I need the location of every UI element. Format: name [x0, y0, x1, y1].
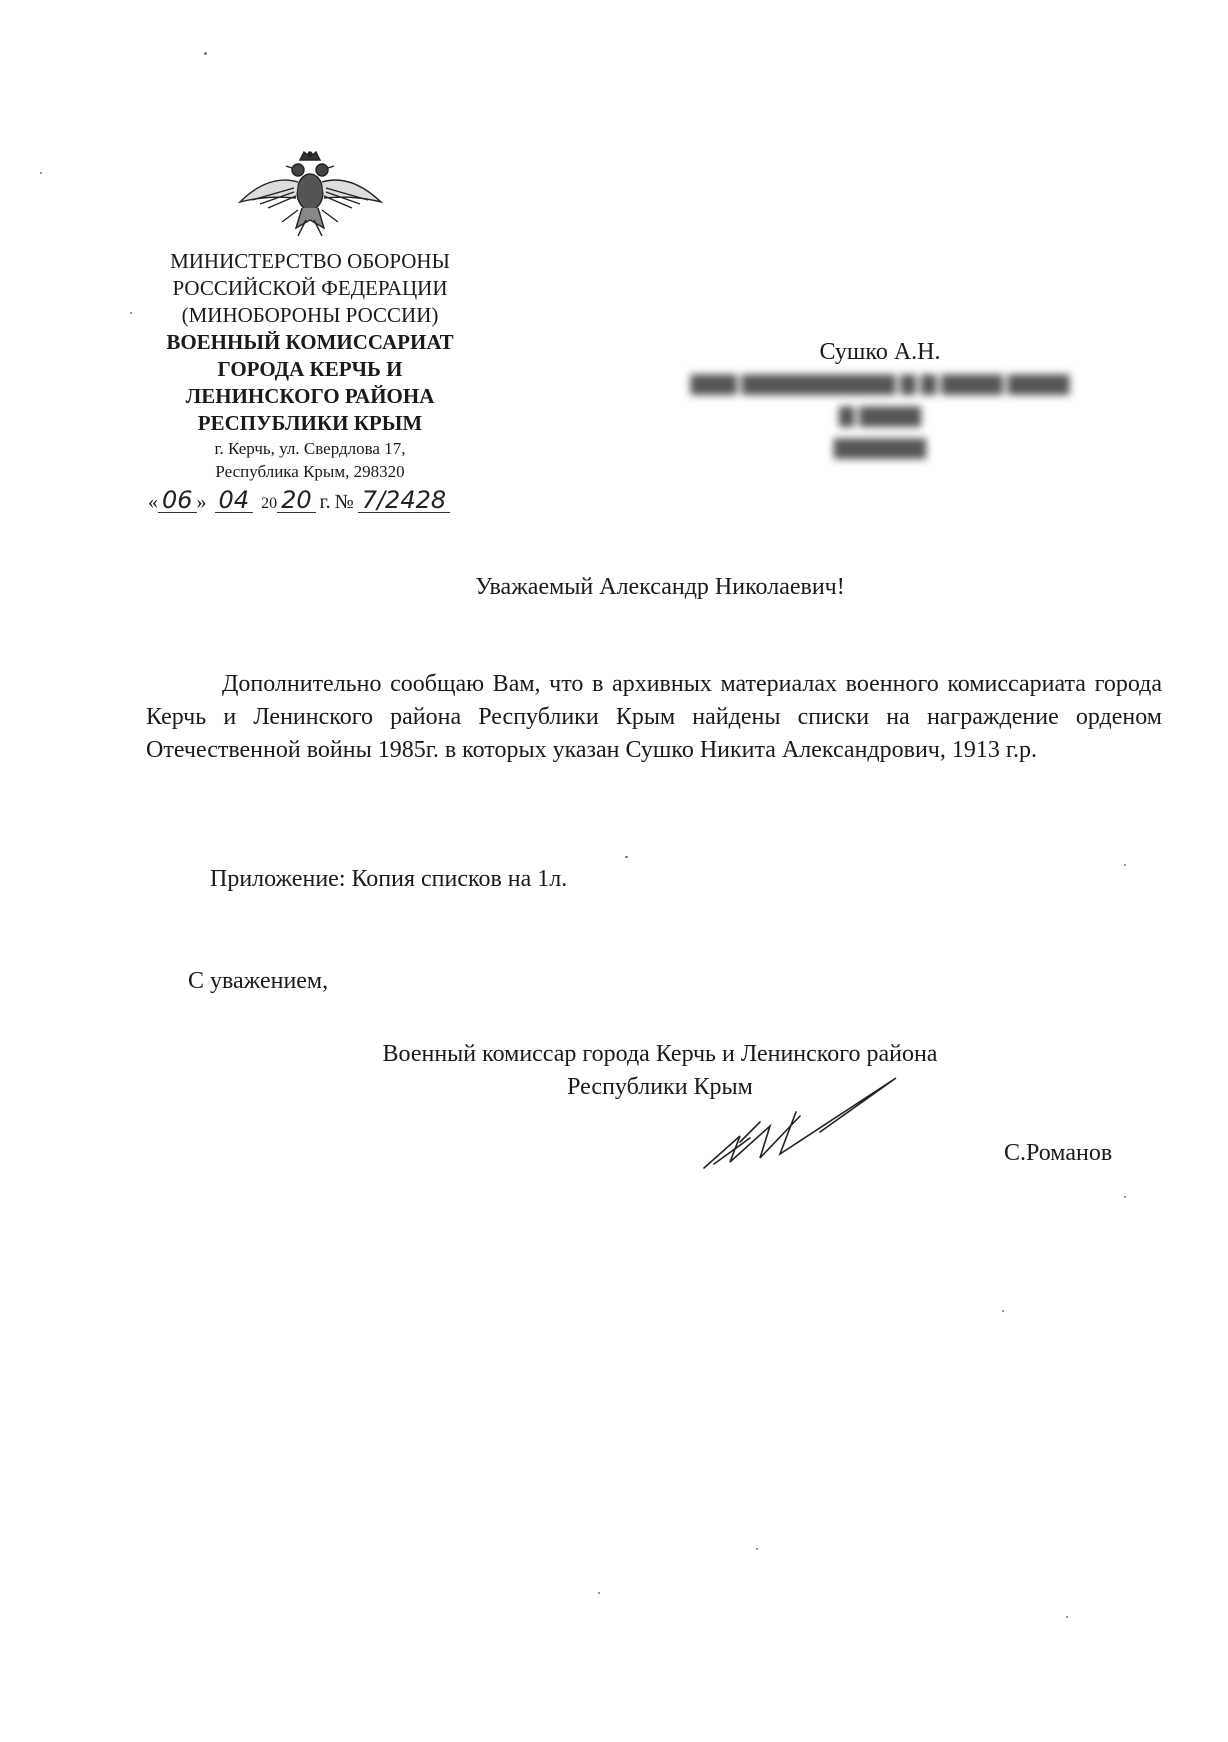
scan-speck	[1124, 1196, 1126, 1198]
date-day: 06	[158, 488, 197, 513]
addressee-address-redacted: ▇▇▇ ▇▇▇▇▇▇▇▇▇▇ ▇ ▇ ▇▇▇▇ ▇▇▇▇	[690, 373, 1070, 395]
salutation: Уважаемый Александр Николаевич!	[475, 574, 845, 600]
number-sign: №	[334, 491, 354, 513]
date-open-quote: «	[148, 491, 158, 513]
letter-body-text: Дополнительно сообщаю Вам, что в архивных материалах военного комиссариата города Керчь и Ленинского района Республики Крым найдены списки на награждение орденом Отечественной войны 1985г. в которых указан Сушко Никита Александрович, 1913 г.р.	[146, 671, 1162, 763]
addressee-block	[650, 336, 1110, 464]
addressee-city-redacted: ▇ ▇▇▇▇	[839, 405, 921, 427]
eagle-emblem-icon	[238, 150, 383, 240]
address-line-1: г. Керчь, ул. Свердлова 17,	[214, 439, 406, 458]
ministry-line-3: (МИНОБОРОНЫ РОССИИ)	[181, 303, 439, 327]
scan-speck	[598, 1592, 600, 1594]
commissariat-line-4: РЕСПУБЛИКИ КРЫМ	[197, 411, 423, 435]
date-year-suffix: 20	[277, 488, 316, 513]
commissariat-line-2: ГОРОДА КЕРЧЬ И	[217, 357, 403, 381]
scan-speck	[625, 856, 628, 858]
scan-speck	[204, 52, 207, 55]
signatory-name: С.Романов	[1004, 1140, 1113, 1166]
signatory-title-line-2: Республики Крым	[567, 1074, 753, 1100]
scan-speck	[130, 312, 132, 314]
handwritten-signature	[700, 1072, 900, 1172]
scan-speck	[40, 172, 42, 174]
addressee-name: Сушко А.Н.	[819, 339, 941, 365]
date-month: 04	[215, 488, 254, 513]
ministry-line-2: РОССИЙСКОЙ ФЕДЕРАЦИИ	[172, 276, 448, 300]
date-number-line	[148, 488, 508, 514]
scan-speck	[1066, 1616, 1068, 1618]
signatory-title	[310, 1038, 1010, 1104]
date-year-prefix: 20	[261, 495, 278, 512]
appendix-note: Приложение: Копия списков на 1л.	[210, 866, 568, 892]
closing-phrase: С уважением,	[188, 968, 329, 994]
ministry-line-1: МИНИСТЕРСТВО ОБОРОНЫ	[170, 249, 450, 273]
scan-speck	[1124, 864, 1126, 866]
commissariat-line-1: ВОЕННЫЙ КОМИССАРИАТ	[166, 330, 454, 354]
letter-body	[146, 668, 1162, 767]
commissariat-line-3: ЛЕНИНСКОГО РАЙОНА	[185, 384, 435, 408]
letterhead	[140, 248, 480, 483]
date-year-abbr: г.	[319, 491, 331, 513]
signatory-title-line-1: Военный комиссар города Керчь и Ленинского района	[382, 1041, 938, 1067]
scan-speck	[756, 1548, 758, 1550]
address-line-2: Республика Крым, 298320	[215, 462, 405, 481]
scan-speck	[1002, 1310, 1004, 1312]
document-number: 7/2428	[358, 488, 450, 513]
addressee-postcode-redacted: ▇▇▇▇▇▇	[833, 437, 927, 459]
date-close-quote: »	[196, 491, 207, 513]
